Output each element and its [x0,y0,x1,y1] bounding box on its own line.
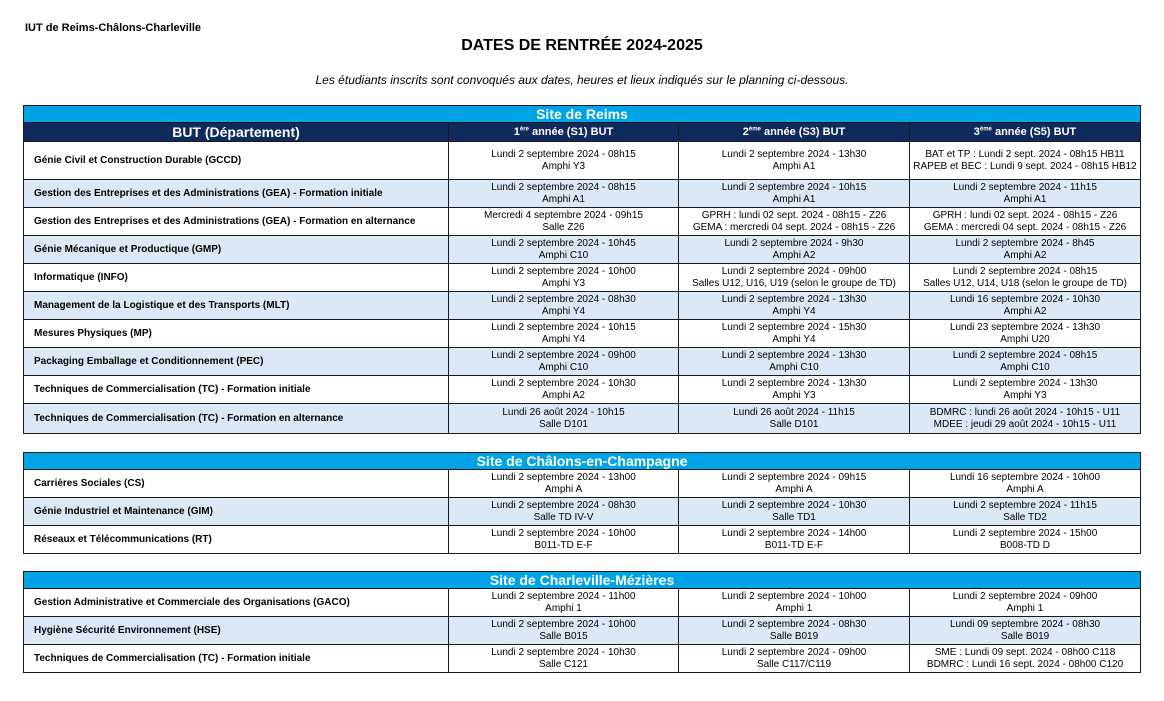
schedule-line: Lundi 2 septembre 2024 - 09h15 [721,471,867,483]
schedule-line: Amphi 1 [545,602,582,614]
schedule-cell-y1 [449,645,679,673]
schedule-line: Lundi 2 septembre 2024 - 10h30 [491,646,636,658]
department-name: Réseaux et Télécommunications (RT) [24,526,449,554]
schedule-line: RAPEB et BEC : Lundi 9 sept. 2024 - 08h15 HB12 [913,160,1137,172]
schedule-line: Amphi Y3 [541,277,586,289]
schedule-line: Amphi C10 [769,361,819,373]
schedule-cell-y2 [679,376,910,404]
site-table [23,452,1141,554]
schedule-line: Amphi Y4 [772,333,816,345]
schedule-line: Amphi Y3 [541,160,586,172]
schedule-line: Amphi A1 [772,160,816,172]
site-title: Site de Charleville-Mézières [24,572,1141,589]
department-name: Gestion des Entreprises et des Administrations (GEA) - Formation en alternance [24,208,449,236]
schedule-line: Lundi 2 septembre 2024 - 11h15 [953,499,1097,511]
schedule-line: Salle D101 [539,418,588,430]
schedule-cell-y2 [679,292,910,320]
schedule-cell-y1 [449,526,679,554]
schedule-line: Lundi 2 septembre 2024 - 08h15 [491,148,636,160]
schedule-line: Lundi 2 septembre 2024 - 09h00 [721,646,867,658]
schedule-cell-y3 [910,292,1141,320]
table-row [24,348,1141,376]
schedule-line: Lundi 2 septembre 2024 - 11h00 [491,590,636,602]
schedule-line: BDMRC : Lundi 16 sept. 2024 - 08h00 C120 [926,658,1124,670]
schedule-line: Lundi 16 septembre 2024 - 10h30 [949,293,1101,305]
department-name: Informatique (INFO) [24,264,449,292]
schedule-line: Amphi Y3 [1003,389,1047,401]
table-row [24,498,1141,526]
column-header-num: 2 [742,126,749,138]
column-header-y1 [449,123,679,142]
page-subtitle: Les étudiants inscrits sont convoqués aux dates, heures et lieux indiqués sur le planning ci-dessous. [315,73,849,87]
schedule-line: Salle TD1 [772,511,816,523]
schedule-line: Lundi 2 septembre 2024 - 09h00 [491,349,636,361]
schedule-line: Amphi A2 [1003,249,1047,261]
schedule-line: Lundi 2 septembre 2024 - 15h30 [721,321,867,333]
schedule-cell-y2 [679,180,910,208]
table-row [24,320,1141,348]
schedule-line: Amphi Y4 [772,305,816,317]
column-header-text: année (S1) BUT [528,126,614,138]
schedule-line: Salle C121 [539,658,588,670]
department-name: Génie Industriel et Maintenance (GIM) [24,498,449,526]
organization-name: IUT de Reims-Châlons-Charleville [25,22,202,34]
table-row [24,292,1141,320]
schedule-cell-y3 [910,645,1141,673]
schedule-line: Amphi 1 [1006,602,1044,614]
schedule-line: Lundi 2 septembre 2024 - 08h30 [491,293,636,305]
table-row [24,142,1141,180]
site-title: Site de Reims [24,106,1141,123]
schedule-line: Amphi Y3 [772,389,816,401]
schedule-line: Amphi U20 [1000,333,1050,345]
schedule-line: Salles U12, U16, U19 (selon le groupe de TD) [692,277,896,289]
table-row [24,470,1141,498]
schedule-line: Lundi 2 septembre 2024 - 13h30 [721,349,867,361]
department-name: Génie Civil et Construction Durable (GCCD) [24,142,449,180]
schedule-cell-y1 [449,589,679,617]
schedule-cell-y1 [449,208,679,236]
column-header-sup: ème [748,126,761,133]
schedule-cell-y1 [449,264,679,292]
schedule-line: Lundi 2 septembre 2024 - 13h30 [952,377,1098,389]
schedule-cell-y2 [679,208,910,236]
schedule-line: Lundi 2 septembre 2024 - 10h30 [491,377,636,389]
schedule-cell-y1 [449,180,679,208]
schedule-cell-y2 [679,470,910,498]
schedule-line: Lundi 2 septembre 2024 - 09h00 [721,265,867,277]
schedule-cell-y3 [910,470,1141,498]
department-name: Packaging Emballage et Conditionnement (PEC) [24,348,449,376]
schedule-line: Amphi A [1006,483,1044,495]
schedule-cell-y2 [679,264,910,292]
schedule-cell-y3 [910,142,1141,180]
schedule-line: Lundi 2 septembre 2024 - 08h30 [491,499,636,511]
table-row [24,208,1141,236]
table-row [24,180,1141,208]
page-title: DATES DE RENTRÉE 2024-2025 [461,37,703,54]
table-row [24,526,1141,554]
schedule-cell-y3 [910,348,1141,376]
schedule-cell-y2 [679,645,910,673]
table-row [24,236,1141,264]
department-name: Mesures Physiques (MP) [24,320,449,348]
schedule-cell-y3 [910,526,1141,554]
schedule-line: Lundi 2 septembre 2024 - 08h15 [491,181,636,193]
schedule-cell-y1 [449,292,679,320]
schedule-line: Salle Z26 [542,221,585,233]
schedule-line: B011-TD E-F [534,539,593,551]
department-name: Génie Mécanique et Productique (GMP) [24,236,449,264]
schedule-cell-y2 [679,142,910,180]
schedule-cell-y2 [679,236,910,264]
schedule-line: Amphi Y4 [541,333,586,345]
schedule-line: Lundi 23 septembre 2024 - 13h30 [949,321,1101,333]
schedule-line: Amphi C10 [538,249,589,261]
column-header-y2 [679,123,910,142]
schedule-cell-y2 [679,589,910,617]
schedule-cell-y3 [910,404,1141,434]
schedule-line: Amphi A [775,483,813,495]
site-table [23,105,1141,434]
schedule-cell-y2 [679,320,910,348]
site-table [23,571,1141,673]
schedule-line: Salles U12, U14, U18 (selon le groupe de TD) [923,277,1127,289]
column-header-text: année (S5) BUT [991,126,1077,138]
schedule-cell-y1 [449,348,679,376]
schedule-line: Lundi 09 septembre 2024 - 08h30 [949,618,1101,630]
schedule-line: Salle C117/C119 [756,658,832,670]
department-name: Techniques de Commercialisation (TC) - Formation en alternance [24,404,449,434]
column-header-text: année (S3) BUT [760,126,846,138]
schedule-line: BAT et TP : Lundi 2 sept. 2024 - 08h15 HB11 [925,148,1125,160]
schedule-line: MDEE : jeudi 29 août 2024 - 10h15 - U11 [933,418,1117,430]
schedule-line: Amphi A1 [1003,193,1047,205]
schedule-line: Lundi 2 septembre 2024 - 08h15 [952,265,1098,277]
schedule-line: Amphi Y4 [541,305,586,317]
table-row [24,589,1141,617]
schedule-line: Lundi 2 septembre 2024 - 13h30 [721,377,867,389]
schedule-line: Lundi 2 septembre 2024 - 10h15 [721,181,867,193]
table-row [24,264,1141,292]
schedule-line: Salle TD IV-V [533,511,594,523]
schedule-line: Lundi 16 septembre 2024 - 10h00 [949,471,1101,483]
schedule-line: Lundi 2 septembre 2024 - 10h00 [491,618,636,630]
schedule-line: Lundi 2 septembre 2024 - 10h15 [491,321,636,333]
schedule-cell-y3 [910,320,1141,348]
table-row [24,376,1141,404]
schedule-line: Lundi 2 septembre 2024 - 08h30 [721,618,867,630]
schedule-cell-y3 [910,589,1141,617]
schedule-cell-y3 [910,376,1141,404]
schedule-line: SME : Lundi 09 sept. 2024 - 08h00 C118 [934,646,1116,658]
schedule-line: Amphi A1 [772,193,816,205]
schedule-line: Amphi A2 [1003,305,1047,317]
schedule-line: Lundi 2 septembre 2024 - 11h15 [953,181,1097,193]
schedule-cell-y1 [449,404,679,434]
column-header-department: BUT (Département) [24,123,449,142]
schedule-line: Lundi 2 septembre 2024 - 10h45 [491,237,636,249]
schedule-line: GEMA : mercredi 04 sept. 2024 - 08h15 - Z26 [692,221,896,233]
schedule-line: Amphi C10 [1000,361,1050,373]
schedule-line: GEMA : mercredi 04 sept. 2024 - 08h15 - Z26 [923,221,1127,233]
schedule-line: Amphi A [544,483,583,495]
schedule-line: Amphi C10 [538,361,589,373]
schedule-line: Salle TD2 [1003,511,1047,523]
schedule-cell-y2 [679,617,910,645]
schedule-line: Lundi 2 septembre 2024 - 13h00 [491,471,636,483]
schedule-line: Lundi 2 septembre 2024 - 09h00 [952,590,1098,602]
schedule-line: Lundi 2 septembre 2024 - 13h30 [721,293,867,305]
column-header-y3 [910,123,1141,142]
schedule-cell-y1 [449,142,679,180]
schedule-cell-y2 [679,404,910,434]
schedule-cell-y3 [910,264,1141,292]
schedule-line: GPRH : lundi 02 sept. 2024 - 08h15 - Z26 [932,209,1118,221]
column-header-sup: ère [519,126,529,133]
schedule-line: Lundi 2 septembre 2024 - 10h00 [721,590,867,602]
schedule-line: Amphi 1 [775,602,813,614]
schedule-line: Lundi 2 septembre 2024 - 15h00 [952,527,1098,539]
schedule-line: Lundi 2 septembre 2024 - 13h30 [721,148,867,160]
schedule-cell-y2 [679,348,910,376]
schedule-cell-y2 [679,526,910,554]
department-name: Techniques de Commercialisation (TC) - Formation initiale [24,645,449,673]
column-header-num: 1 [513,126,520,138]
table-row [24,617,1141,645]
schedule-line: Amphi A2 [542,389,585,401]
department-name: Gestion des Entreprises et des Administrations (GEA) - Formation initiale [24,180,449,208]
schedule-line: Salle B015 [539,630,588,642]
schedule-line: B011-TD E-F [764,539,824,551]
column-header-row [24,123,1141,142]
department-name: Carrières Sociales (CS) [24,470,449,498]
schedule-cell-y2 [679,498,910,526]
department-name: Management de la Logistique et des Transports (MLT) [24,292,449,320]
schedule-cell-y1 [449,376,679,404]
schedule-line: Lundi 2 septembre 2024 - 10h00 [491,265,636,277]
table-row [24,645,1141,673]
department-name: Techniques de Commercialisation (TC) - Formation initiale [24,376,449,404]
schedule-cell-y3 [910,180,1141,208]
column-header-num: 3 [973,126,980,138]
schedule-line: B008-TD D [999,539,1050,551]
department-name: Gestion Administrative et Commerciale des Organisations (GACO) [24,589,449,617]
schedule-line: Salle D101 [769,418,819,430]
schedule-line: Lundi 2 septembre 2024 - 9h30 [724,237,864,249]
schedule-line: Lundi 2 septembre 2024 - 10h30 [721,499,867,511]
schedule-cell-y1 [449,320,679,348]
site-title: Site de Châlons-en-Champagne [24,453,1141,470]
schedule-cell-y3 [910,236,1141,264]
schedule-line: Salle B019 [1000,630,1050,642]
schedule-line: Amphi A2 [772,249,816,261]
schedule-cell-y3 [910,208,1141,236]
schedule-line: Salle B019 [769,630,819,642]
schedule-line: Amphi A1 [542,193,585,205]
schedule-line: Lundi 2 septembre 2024 - 08h15 [952,349,1098,361]
schedule-line: BDMRC : lundi 26 août 2024 - 10h15 - U11 [929,406,1121,418]
schedule-line: Lundi 2 septembre 2024 - 14h00 [721,527,867,539]
schedule-cell-y1 [449,236,679,264]
schedule-line: Mercredi 4 septembre 2024 - 09h15 [484,209,643,221]
schedule-line: Lundi 2 septembre 2024 - 8h45 [955,237,1095,249]
table-row [24,404,1141,434]
schedule-line: Lundi 2 septembre 2024 - 10h00 [491,527,636,539]
schedule-line: GPRH : lundi 02 sept. 2024 - 08h15 - Z26 [701,209,887,221]
schedule-line: Lundi 26 août 2024 - 10h15 [502,406,625,418]
schedule-line: Lundi 26 août 2024 - 11h15 [733,406,855,418]
schedule-cell-y3 [910,498,1141,526]
schedule-cell-y1 [449,617,679,645]
schedule-cell-y1 [449,498,679,526]
department-name: Hygiène Sécurité Environnement (HSE) [24,617,449,645]
schedule-cell-y3 [910,617,1141,645]
column-header-sup: ème [979,126,992,133]
schedule-cell-y1 [449,470,679,498]
